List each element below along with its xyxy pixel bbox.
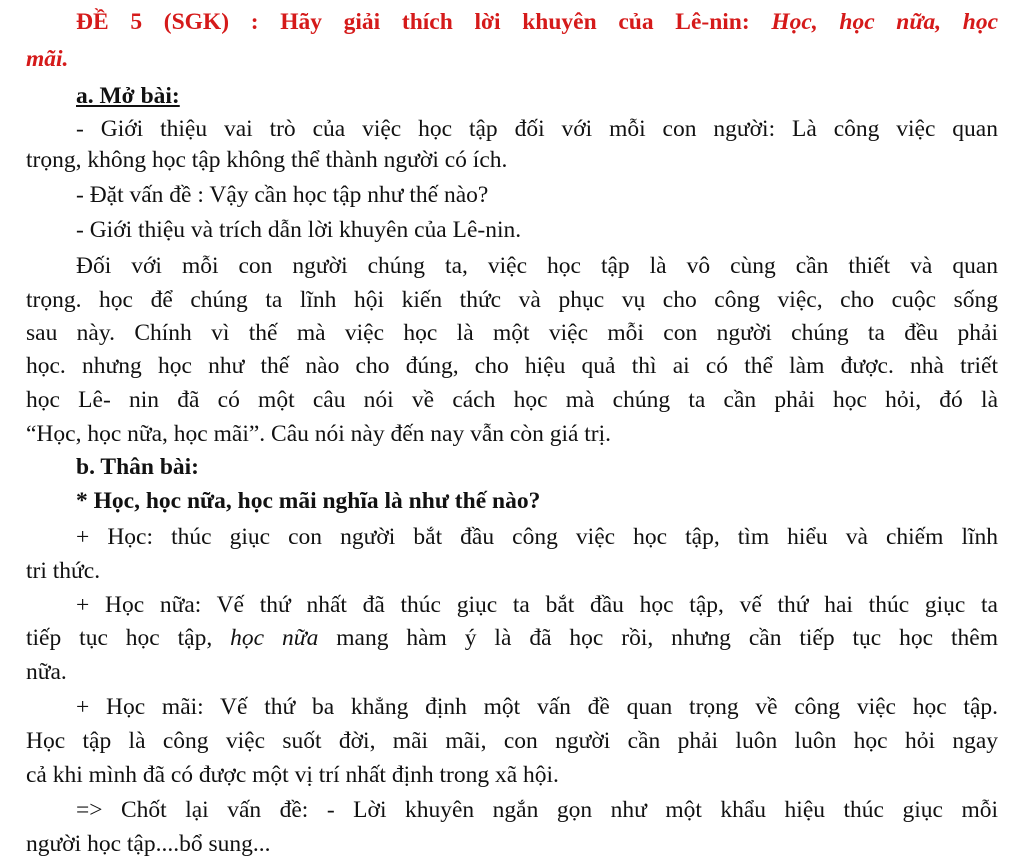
section-heading-intro: a. Mở bài: — [76, 83, 180, 109]
intro-paragraph-line: Đối với mỗi con người chúng ta, việc học tập là vô cùng cần thiết và quan — [76, 253, 998, 279]
intro-paragraph-line: trọng. học để chúng ta lĩnh hội kiến thức và phục vụ cho công việc, cho cuộc sống — [26, 287, 998, 313]
intro-paragraph-line: “Học, học nữa, học mãi”. Câu nói này đến nay vẫn còn giá trị. — [26, 421, 612, 447]
body-line: Học tập là công việc suốt đời, mãi mãi, con người cần phải luôn luôn học hỏi ngay — [26, 728, 998, 754]
intro-line: trọng, không học tập không thể thành người có ích. — [26, 147, 508, 173]
section-heading-body: b. Thân bài: — [76, 454, 200, 480]
title-quote: Học, học nữa, học — [771, 9, 999, 35]
body-emphasis: học nữa — [230, 625, 319, 651]
body-line: + Học: thúc giục con người bắt đầu công việc học tập, tìm hiểu và chiếm lĩnh — [76, 524, 998, 550]
conclusion-line: người học tập....bổ sung... — [26, 831, 271, 857]
body-line: tri thức. — [26, 558, 101, 584]
conclusion-line: => Chốt lại vấn đề: - Lời khuyên ngắn gọn như một khẩu hiệu thúc giục mỗi — [76, 797, 998, 823]
body-line: nữa. — [26, 659, 67, 685]
body-line: + Học nữa: Vế thứ nhất đã thúc giục ta bắt đầu học tập, vế thứ hai thúc giục ta — [76, 592, 998, 618]
body-question: * Học, học nữa, học mãi nghĩa là như thế nào? — [76, 488, 541, 514]
intro-line: - Giới thiệu vai trò của việc học tập đối với mỗi con người: Là công việc quan — [76, 116, 998, 142]
body-line: cả khi mình đã có được một vị trí nhất định trong xã hội. — [26, 762, 559, 788]
intro-paragraph-line: sau này. Chính vì thế mà việc học là một việc mỗi con người chúng ta đều phải — [26, 320, 998, 346]
title-text: ĐỀ 5 (SGK) : Hãy giải thích lời khuyên của Lê-nin: — [76, 9, 772, 35]
intro-line: - Giới thiệu và trích dẫn lời khuyên của Lê-nin. — [76, 217, 522, 243]
intro-paragraph-line: học. nhưng học như thế nào cho đúng, cho hiệu quả thì ai có thể làm được. nhà triết — [26, 353, 998, 379]
document-title-line-1 — [76, 7, 998, 37]
body-line — [26, 623, 998, 653]
document-title-line-2: mãi. — [26, 46, 69, 72]
body-text: tiếp tục học tập, — [26, 625, 231, 651]
body-text: mang hàm ý là đã học rồi, nhưng cần tiếp tục học thêm — [318, 625, 998, 651]
body-line: + Học mãi: Vế thứ ba khẳng định một vấn đề quan trọng về công việc học tập. — [76, 694, 998, 720]
intro-paragraph-line: học Lê- nin đã có một câu nói về cách học mà chúng ta cần phải học hỏi, đó là — [26, 387, 998, 413]
intro-line: - Đặt vấn đề : Vậy cần học tập như thế nào? — [76, 182, 489, 208]
